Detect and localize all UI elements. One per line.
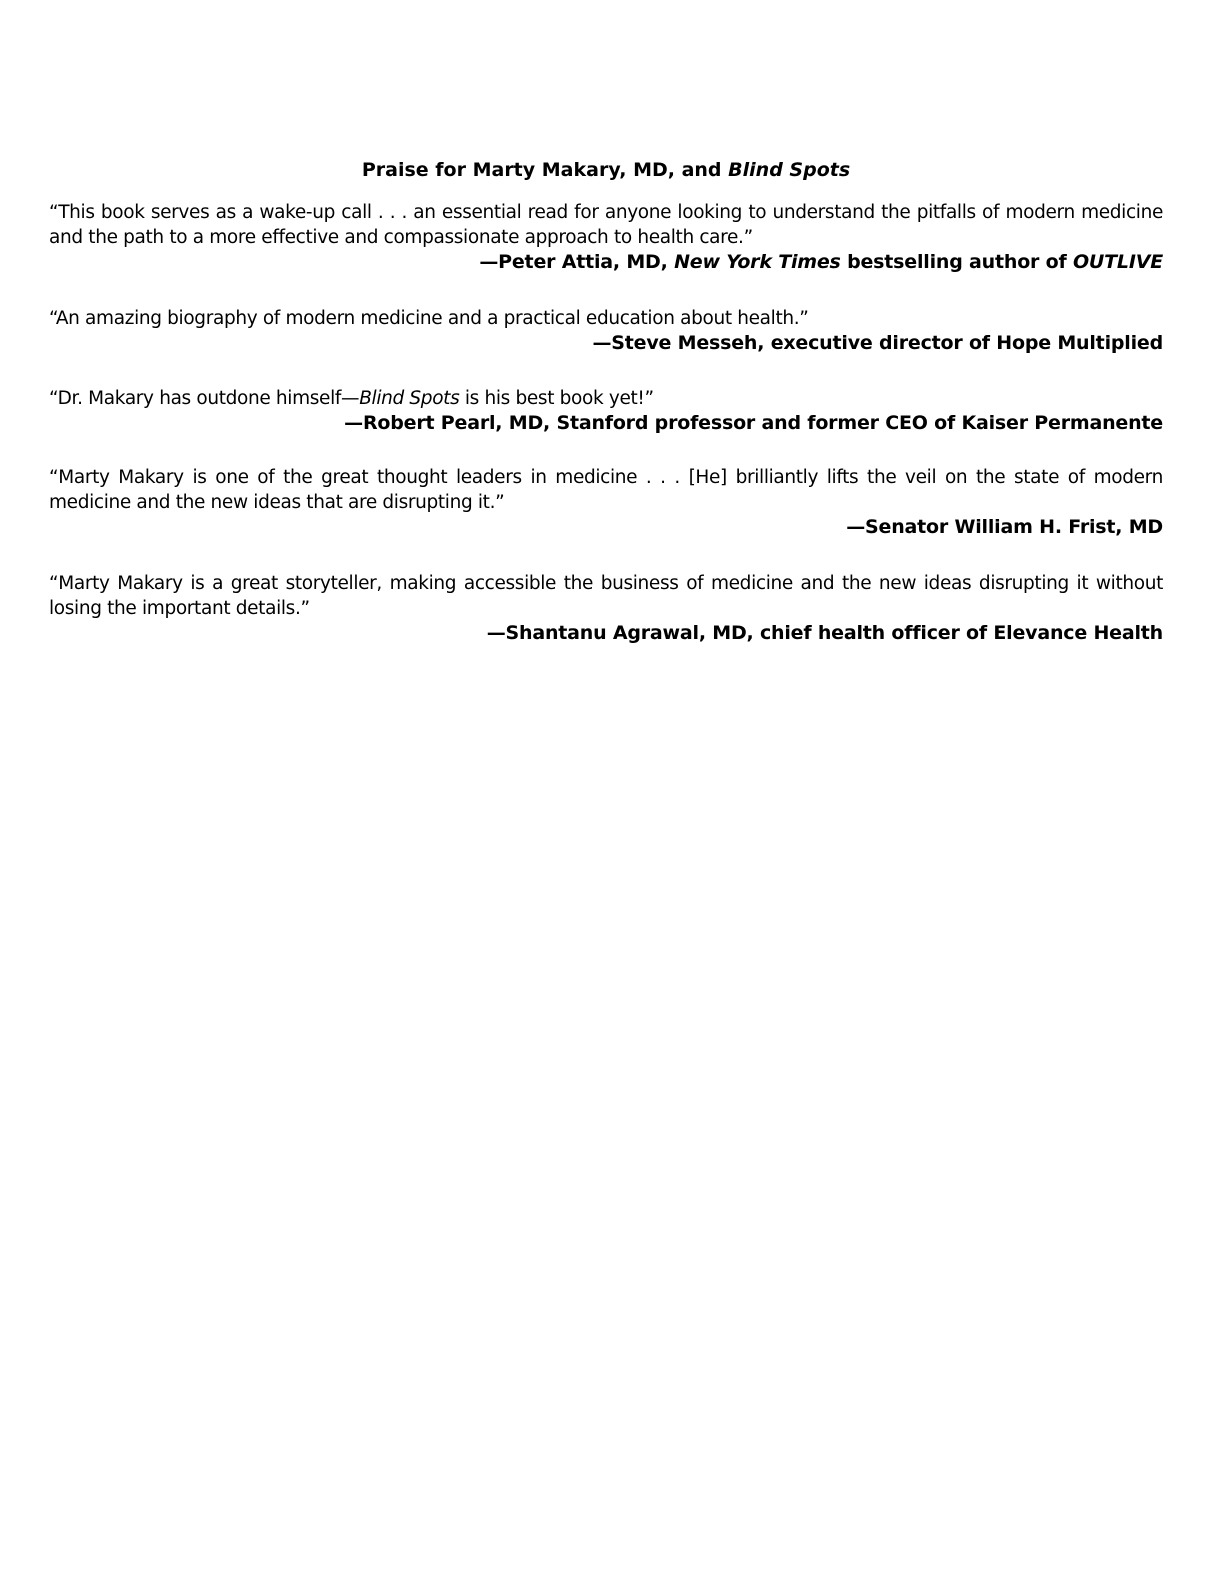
blurb-quote: “This book serves as a wake-up call . . . an essential read for anyone looking to understand the pitfalls of modern medicine and the path to a more effective and compassionate approach to health care.” — [49, 202, 1163, 248]
praise-heading — [49, 155, 1163, 185]
attribution-publication: New York Times — [674, 251, 841, 273]
attribution-text: —Peter Attia, MD, — [479, 251, 675, 273]
blurb-agrawal — [49, 571, 1163, 646]
heading-book-title: Blind Spots — [728, 159, 851, 181]
blurb-attia — [49, 200, 1163, 275]
blurb-attribution: —Shantanu Agrawal, MD, chief health officer of Elevance Health — [486, 622, 1163, 644]
blurb-quote: “Marty Makary is one of the great thought leaders in medicine . . . [He] brilliantly lifts the veil on the state of modern medicine and the new ideas that are disrupting it.” — [49, 467, 1163, 513]
blurb-quote — [49, 386, 1163, 411]
blurb-attribution: —Steve Messeh, executive director of Hope Multiplied — [592, 332, 1163, 354]
blurb-attribution: —Senator William H. Frist, MD — [846, 516, 1163, 538]
blurb-quote: “An amazing biography of modern medicine and a practical education about health.” — [49, 308, 809, 329]
blurb-messeh — [49, 306, 1163, 356]
blurb-frist — [49, 465, 1163, 540]
quote-text: “Dr. Makary has outdone himself— — [49, 388, 360, 409]
quote-text: is his best book yet!” — [459, 388, 654, 409]
attribution-text: bestselling author of — [840, 251, 1073, 273]
attribution-book-title: OUTLIVE — [1072, 251, 1163, 273]
blurb-attribution: —Robert Pearl, MD, Stanford professor and former CEO of Kaiser Permanente — [344, 412, 1163, 434]
heading-prefix: Praise for Marty Makary, MD, and — [361, 159, 729, 181]
blurb-attribution — [49, 250, 1163, 275]
blurb-quote: “Marty Makary is a great storyteller, making accessible the business of medicine and the new ideas disrupting it without losing the important details.” — [49, 573, 1163, 619]
quote-book-title: Blind Spots — [359, 388, 460, 409]
praise-page — [49, 155, 1163, 646]
blurb-pearl — [49, 386, 1163, 436]
